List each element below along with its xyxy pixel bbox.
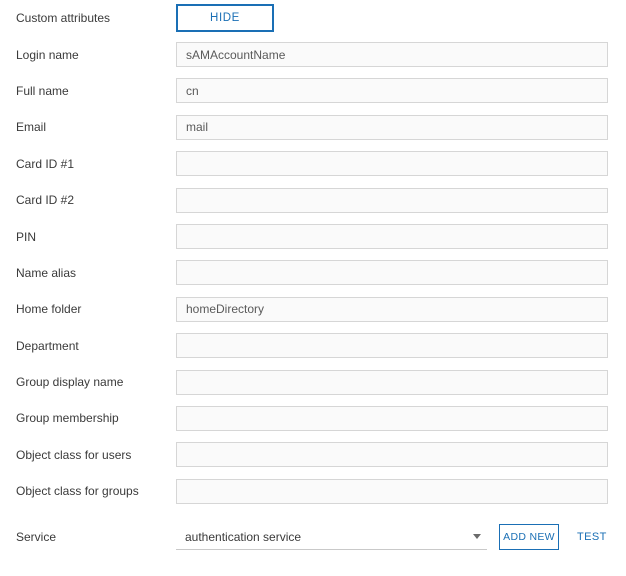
control-name-alias (176, 260, 626, 285)
card-id-1-input[interactable] (176, 151, 608, 176)
row-home-folder (0, 291, 626, 327)
label-service: Service (16, 529, 57, 544)
label-full-name: Full name (16, 83, 69, 98)
service-select[interactable]: authentication service (176, 524, 487, 550)
row-full-name (0, 73, 626, 109)
row-group-display-name (0, 364, 626, 400)
label-home-folder: Home folder (16, 302, 82, 317)
row-login-name (0, 36, 626, 72)
row-group-membership (0, 400, 626, 436)
row-object-class-for-groups (0, 473, 626, 509)
control-custom-attributes (176, 4, 626, 32)
login-name-input[interactable] (176, 42, 608, 67)
department-input[interactable] (176, 333, 608, 358)
row-service (0, 518, 626, 554)
label-card-id-1: Card ID #1 (16, 156, 75, 171)
test-service-button[interactable]: TEST (577, 530, 607, 543)
control-card-id-1 (176, 151, 626, 176)
control-home-folder (176, 297, 626, 322)
group-membership-input[interactable] (176, 406, 608, 431)
control-card-id-2 (176, 188, 626, 213)
control-department (176, 333, 626, 358)
email-input[interactable] (176, 115, 608, 140)
label-group-display-name: Group display name (16, 375, 124, 390)
label-department: Department (16, 338, 79, 353)
group-display-name-input[interactable] (176, 370, 608, 395)
label-email: Email (16, 120, 47, 135)
name-alias-input[interactable] (176, 260, 608, 285)
card-id-2-input[interactable] (176, 188, 608, 213)
label-object-class-for-groups: Object class for groups (16, 484, 139, 499)
row-pin (0, 218, 626, 254)
control-group-membership (176, 406, 626, 431)
label-custom-attributes: Custom attributes (16, 11, 111, 26)
control-login-name (176, 42, 626, 67)
row-custom-attributes (0, 0, 626, 36)
object-class-for-users-input[interactable] (176, 442, 608, 467)
row-card-id-2 (0, 182, 626, 218)
row-card-id-1 (0, 146, 626, 182)
row-object-class-for-users (0, 437, 626, 473)
control-group-display-name (176, 370, 626, 395)
object-class-for-groups-input[interactable] (176, 479, 608, 504)
full-name-input[interactable] (176, 78, 608, 103)
control-email (176, 115, 626, 140)
control-pin (176, 224, 626, 249)
service-select-wrap (176, 524, 487, 550)
control-object-class-for-groups (176, 479, 626, 504)
control-service (176, 524, 626, 550)
pin-input[interactable] (176, 224, 608, 249)
add-new-service-button[interactable]: ADD NEW (499, 524, 559, 550)
row-department (0, 328, 626, 364)
label-login-name: Login name (16, 47, 79, 62)
home-folder-input[interactable] (176, 297, 608, 322)
label-pin: PIN (16, 229, 37, 244)
row-email (0, 109, 626, 145)
hide-button[interactable]: HIDE (176, 4, 274, 32)
control-full-name (176, 78, 626, 103)
label-name-alias: Name alias (16, 265, 77, 280)
control-object-class-for-users (176, 442, 626, 467)
label-object-class-for-users: Object class for users (16, 447, 132, 462)
row-name-alias (0, 255, 626, 291)
label-card-id-2: Card ID #2 (16, 193, 75, 208)
label-group-membership: Group membership (16, 411, 119, 426)
